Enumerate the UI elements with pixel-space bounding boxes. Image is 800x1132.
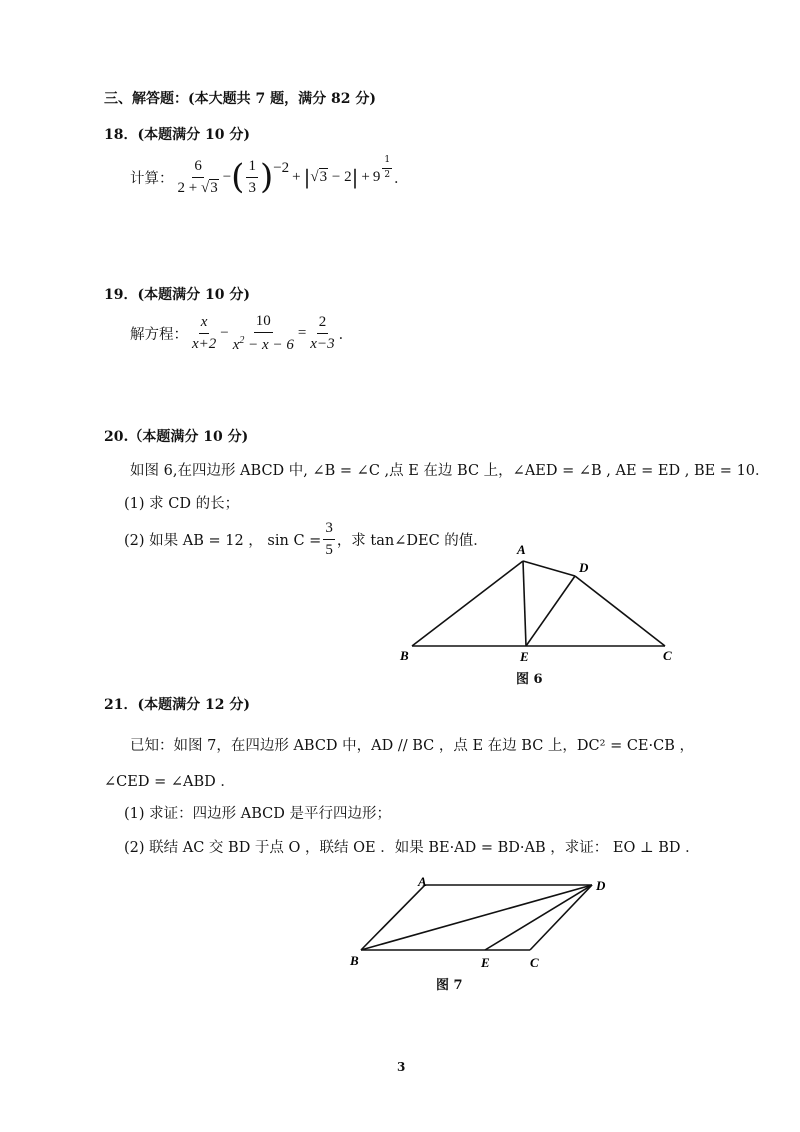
q20-part2-a: (2) 如果 AB = 12 ， sin C = bbox=[124, 532, 322, 549]
q20-sin-fraction bbox=[323, 520, 335, 558]
q18-plus-1: + bbox=[292, 168, 301, 185]
q18-abs-left: | bbox=[303, 165, 311, 189]
fig7-label-b: B bbox=[350, 953, 359, 968]
fig6-segment-ad bbox=[523, 561, 575, 576]
q19-equals: = bbox=[297, 324, 307, 341]
section-title: 三、解答题：(本大题共 7 题，满分 82 分) bbox=[104, 91, 376, 107]
q19-fraction-1 bbox=[190, 314, 218, 352]
q19-minus: − bbox=[220, 324, 229, 341]
q21-part2: (2) 联结 AC 交 BD 于点 O ，联结 OE ．如果 BE·AD = BD·AB ，求证： EO ⊥ BD ． bbox=[124, 840, 700, 856]
q18-abs-inner: √3 − 2 bbox=[310, 168, 352, 185]
q18-f1-numerator: 6 bbox=[192, 158, 204, 178]
q18-fraction-2 bbox=[246, 158, 258, 196]
q21-stem-line1: 已知：如图 7，在四边形 ABCD 中，AD // BC ，点 E 在边 BC 上，DC² = CE·CB ， bbox=[130, 738, 694, 754]
q19-f2-den: $x^2 - x - 6$ bbox=[232, 334, 294, 353]
fig6-segment-ed bbox=[526, 576, 575, 646]
q19-header: 19．(本题满分 10 分) bbox=[104, 287, 250, 303]
q18-right-paren: ) bbox=[259, 157, 274, 197]
q18-den-sqrt: 3 bbox=[210, 179, 218, 196]
figure-7-caption: 图 7 bbox=[436, 978, 463, 993]
q18-left-paren: ( bbox=[231, 157, 245, 197]
fig6-segment-ae bbox=[523, 561, 526, 646]
q20-part2-b: ，求 tan∠DEC 的值． bbox=[336, 532, 488, 549]
q18-exp-den: 2 bbox=[384, 169, 391, 180]
fig6-label-b: B bbox=[400, 648, 409, 663]
q21-part1: (1) 求证：四边形 ABCD 是平行四边形； bbox=[124, 806, 391, 822]
fig6-label-e: E bbox=[520, 649, 529, 664]
q19-prompt: 解方程： bbox=[130, 326, 188, 343]
q19-f1-den: x+2 bbox=[192, 335, 217, 352]
q19-end: ． bbox=[338, 326, 354, 343]
page-number: 3 bbox=[397, 1060, 406, 1074]
fig7-segment-bd bbox=[361, 885, 592, 950]
q21-stem-line2: ∠CED = ∠ABD ． bbox=[104, 774, 235, 790]
q18-f1-denominator: 2 + √3 bbox=[177, 179, 218, 196]
q18-abs-sqrt: 3 bbox=[319, 168, 328, 185]
fig6-segment-dc bbox=[575, 576, 665, 646]
q18-f2-denominator: 3 bbox=[248, 179, 256, 196]
q20-sin-den: 5 bbox=[325, 541, 333, 558]
fig7-label-e: E bbox=[481, 955, 490, 970]
q19-f1-num: x bbox=[199, 314, 210, 334]
q19-equation bbox=[130, 313, 353, 353]
fig7-label-a: A bbox=[418, 874, 427, 889]
q18-plus-2: + bbox=[361, 168, 370, 185]
fig7-label-d: D bbox=[596, 878, 606, 893]
q19-f2-den-a: x bbox=[232, 336, 240, 353]
q18-expression bbox=[130, 155, 409, 197]
q18-prompt: 计算： bbox=[130, 170, 174, 187]
q21-header: 21．(本题满分 12 分) bbox=[104, 697, 250, 713]
q19-f3-num: 2 bbox=[317, 314, 329, 334]
q20-sin-num: 3 bbox=[323, 520, 335, 540]
q18-den-a: 2 + bbox=[177, 179, 201, 196]
q18-exponent: −2 bbox=[273, 160, 290, 176]
q18-base: 9 bbox=[372, 168, 381, 185]
q20-stem: 如图 6,在四边形 ABCD 中, ∠B = ∠C ,点 E 在边 BC 上，∠AED = ∠B , AE = ED , BE = 10． bbox=[130, 463, 770, 479]
q20-part1: (1) 求 CD 的长； bbox=[124, 496, 240, 512]
q19-fraction-3 bbox=[308, 314, 336, 352]
q18-f2-numerator: 1 bbox=[246, 158, 258, 178]
fig6-segment-ab bbox=[412, 561, 523, 646]
q19-f3-den: x−3 bbox=[310, 335, 335, 352]
fig6-label-a: A bbox=[517, 542, 526, 557]
fig6-label-d: D bbox=[579, 560, 589, 575]
figure-6-caption: 图 6 bbox=[516, 672, 543, 687]
fig6-label-c: C bbox=[663, 648, 672, 663]
q18-fraction-1 bbox=[176, 158, 221, 196]
q19-fraction-2 bbox=[231, 313, 296, 353]
q20-header: 20.（本题满分 10 分) bbox=[104, 429, 249, 445]
fig7-label-c: C bbox=[530, 955, 539, 970]
q18-abs-rest: − 2 bbox=[328, 168, 352, 185]
q18-end: ． bbox=[394, 170, 409, 187]
q18-exp-num: 1 bbox=[382, 156, 392, 169]
q18-exp-frac bbox=[382, 156, 392, 181]
figure-6 bbox=[390, 540, 690, 680]
q18-header: 18．(本题满分 10 分) bbox=[104, 127, 250, 143]
q19-f2-num: 10 bbox=[254, 313, 273, 333]
q19-f2-den-b: − x − 6 bbox=[244, 336, 294, 353]
figure-7 bbox=[340, 868, 630, 973]
q18-minus: − bbox=[222, 168, 232, 185]
q18-abs-right: | bbox=[351, 165, 359, 189]
